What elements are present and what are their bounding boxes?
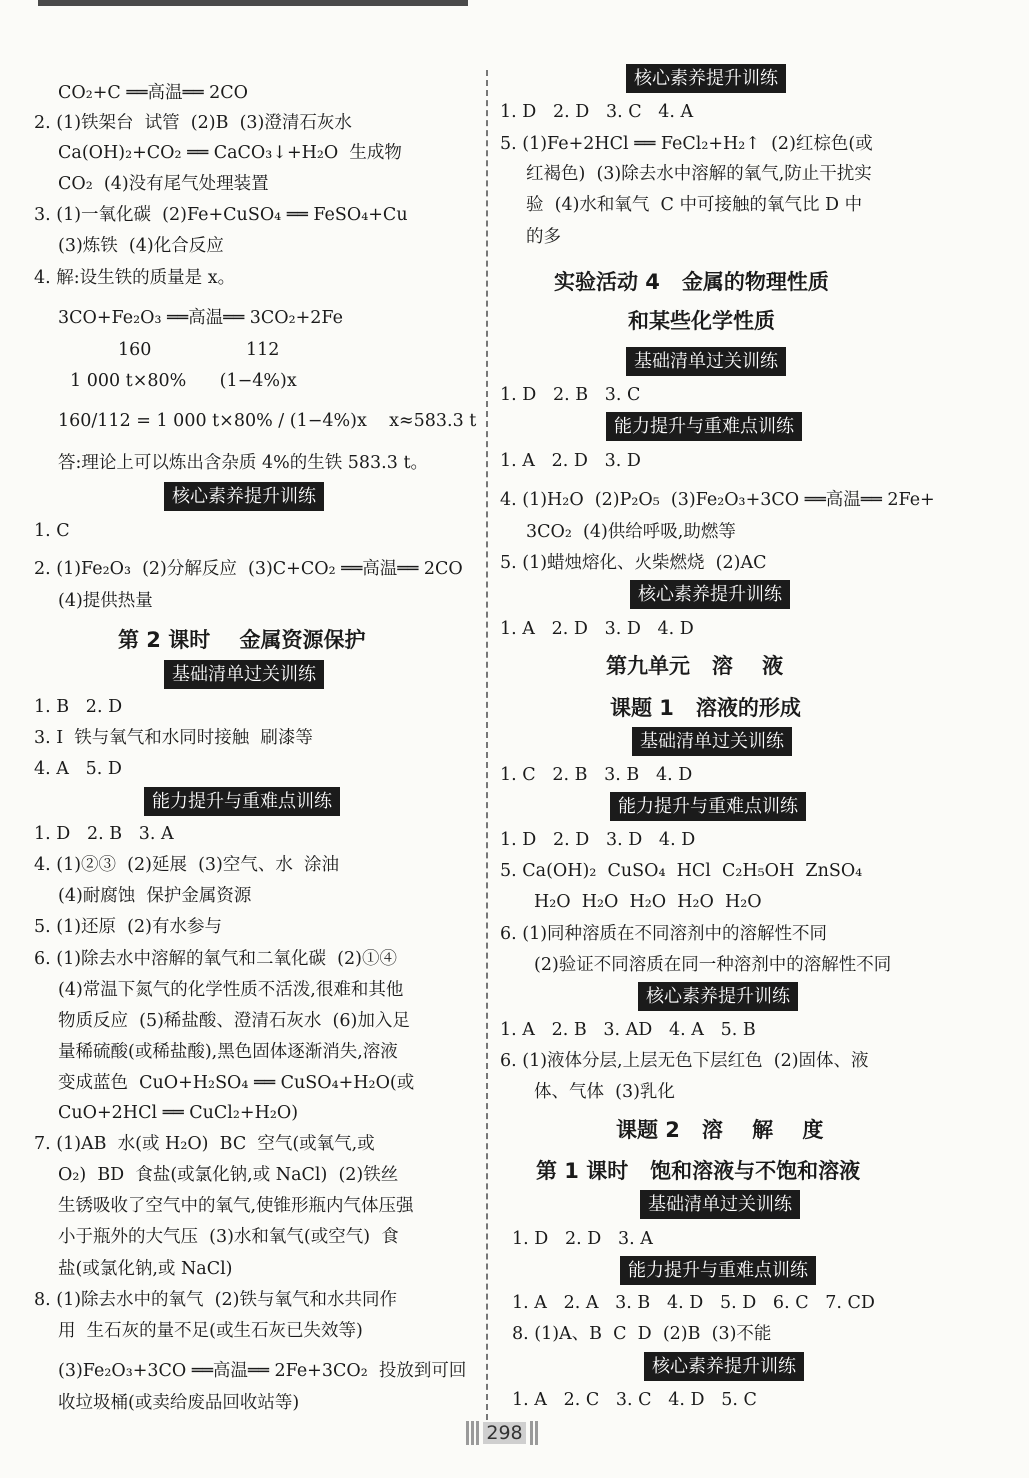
answer-line: CO₂ (4)没有尾气处理装置 (58, 174, 269, 194)
answer-line: 2. (1)Fe₂O₃ (2)分解反应 (3)C+CO₂ ══高温══ 2CO (34, 559, 463, 579)
answer-line: H₂O H₂O H₂O H₂O H₂O (534, 892, 762, 912)
section-heading: 第 1 课时 饱和溶液与不饱和溶液 (536, 1159, 861, 1183)
answer-line: 生锈吸收了空气中的氧气,使锥形瓶内气体压强 (58, 1196, 414, 1216)
answer-line: CuO+2HCl ══ CuCl₂+H₂O) (58, 1103, 299, 1123)
answer-line: 1. A 2. C 3. C 4. D 5. C (512, 1390, 757, 1410)
answer-line: 4. A 5. D (34, 759, 122, 779)
answer-line: 2. (1)铁架台 试管 (2)B (3)澄清石灰水 (34, 113, 352, 133)
right-column (500, 0, 960, 1478)
answer-line: 1. C (34, 521, 70, 541)
page-number-footer (462, 1418, 542, 1448)
answer-line: 红褐色) (3)除去水中溶解的氧气,防止干扰实 (526, 164, 872, 184)
answer-line: (3)Fe₂O₃+3CO ══高温══ 2Fe+3CO₂ 投放到可回 (58, 1361, 467, 1381)
answer-line: 的多 (526, 227, 561, 247)
section-banner: 能力提升与重难点训练 (622, 1258, 814, 1283)
answer-line: 1. D 2. D 3. D 4. D (500, 830, 696, 850)
answer-line: 量稀硫酸(或稀盐酸),黑色固体逐渐消失,溶液 (58, 1042, 398, 1062)
left-column (30, 0, 490, 1478)
section-banner: 能力提升与重难点训练 (612, 794, 804, 819)
section-banner: 核心素养提升训练 (166, 484, 322, 509)
answer-line: 3. Ⅰ 铁与氧气和水同时接触 刷漆等 (34, 728, 313, 748)
answer-line: 8. (1)A、B C D (2)B (3)不能 (512, 1324, 772, 1344)
answer-line: 1. D 2. D 3. A (512, 1229, 653, 1249)
answer-line: 1. C 2. B 3. B 4. D (500, 765, 693, 785)
answer-line: 4. (1)H₂O (2)P₂O₅ (3)Fe₂O₃+3CO ══高温══ 2Fe+ (500, 490, 935, 510)
section-heading: 课题 2 溶 解 度 (616, 1118, 824, 1142)
answer-line: O₂) BD 食盐(或氯化钠,或 NaCl) (2)铁丝 (58, 1165, 399, 1185)
section-heading: 第九单元 溶 液 (606, 654, 784, 678)
page-number: 298 (483, 1422, 525, 1444)
answer-line: 验 (4)水和氧气 C 中可接触的氧气比 D 中 (526, 195, 863, 215)
answer-line: 6. (1)液体分层,上层无色下层红色 (2)固体、液 (500, 1051, 869, 1071)
section-banner: 基础清单过关训练 (628, 349, 784, 374)
answer-line: 1. A 2. A 3. B 4. D 5. D 6. C 7. CD (512, 1293, 875, 1313)
answer-line: 体、气体 (3)乳化 (534, 1082, 675, 1102)
answer-line: 6. (1)除去水中溶解的氧气和二氧化碳 (2)①④ (34, 949, 397, 969)
page-bars-right-icon (530, 1421, 538, 1445)
answer-line: 盐(或氯化钠,或 NaCl) (58, 1259, 233, 1279)
answer-line: 7. (1)AB 水(或 H₂O) BC 空气(或氧气,或 (34, 1134, 375, 1154)
section-heading: 和某些化学性质 (628, 309, 775, 333)
answer-line: 用 生石灰的量不足(或生石灰已失效等) (58, 1321, 363, 1341)
answer-line: 1. A 2. B 3. AD 4. A 5. B (500, 1020, 756, 1040)
answer-line: 小于瓶外的大气压 (3)水和氧气(或空气) 食 (58, 1227, 399, 1247)
section-banner: 核心素养提升训练 (640, 984, 796, 1009)
section-heading: 实验活动 4 金属的物理性质 (554, 270, 829, 294)
answer-line: 1. D 2. B 3. A (34, 824, 174, 844)
answer-line: CO₂+C ══高温══ 2CO (58, 83, 248, 103)
answer-line: 5. (1)Fe+2HCl ══ FeCl₂+H₂↑ (2)红棕色(或 (500, 134, 873, 154)
section-heading: 第 2 课时 金属资源保护 (118, 628, 366, 652)
answer-line: 160/112 = 1 000 t×80% / (1−4%)x x≈583.3 t (58, 411, 477, 431)
answer-line: (4)常温下氮气的化学性质不活泼,很难和其他 (58, 980, 404, 1000)
page-bars-left-icon (466, 1421, 479, 1445)
answer-line: (4)耐腐蚀 保护金属资源 (58, 886, 252, 906)
answer-line: 6. (1)同种溶质在不同溶剂中的溶解性不同 (500, 924, 828, 944)
answer-line: 5. (1)还原 (2)有水参与 (34, 917, 222, 937)
answer-line: Ca(OH)₂+CO₂ ══ CaCO₃↓+H₂O 生成物 (58, 143, 402, 163)
answer-line: 物质反应 (5)稀盐酸、澄清石灰水 (6)加入足 (58, 1011, 410, 1031)
answer-line: 答:理论上可以炼出含杂质 4%的生铁 583.3 t。 (58, 453, 428, 473)
answer-line: 收垃圾桶(或卖给废品回收站等) (58, 1393, 300, 1413)
answer-line: 变成蓝色 CuO+H₂SO₄ ══ CuSO₄+H₂O(或 (58, 1073, 415, 1093)
section-banner: 基础清单过关训练 (642, 1192, 798, 1217)
answer-line: (4)提供热量 (58, 591, 153, 611)
answer-line: 160 112 (118, 340, 280, 360)
section-banner: 核心素养提升训练 (628, 66, 784, 91)
answer-line: (2)验证不同溶质在同一种溶剂中的溶解性不同 (534, 955, 892, 975)
answer-line: 4. 解:设生铁的质量是 x。 (34, 268, 236, 288)
answer-line: 1. D 2. B 3. C (500, 385, 641, 405)
answer-line: 4. (1)②③ (2)延展 (3)空气、水 涂油 (34, 855, 340, 875)
answer-line: 1 000 t×80% (1−4%)x (70, 371, 297, 391)
section-banner: 能力提升与重难点训练 (146, 789, 338, 814)
section-banner: 基础清单过关训练 (634, 729, 790, 754)
answer-line: 5. Ca(OH)₂ CuSO₄ HCl C₂H₅OH ZnSO₄ (500, 861, 863, 881)
answer-line: 5. (1)蜡烛熔化、火柴燃烧 (2)AC (500, 553, 767, 573)
answer-line: 8. (1)除去水中的氧气 (2)铁与氧气和水共同作 (34, 1290, 397, 1310)
answer-line: (3)炼铁 (4)化合反应 (58, 236, 224, 256)
answer-line: 1. D 2. D 3. C 4. A (500, 102, 694, 122)
answer-line: 1. A 2. D 3. D (500, 451, 641, 471)
answer-line: 3. (1)一氧化碳 (2)Fe+CuSO₄ ══ FeSO₄+Cu (34, 205, 408, 225)
answer-line: 3CO+Fe₂O₃ ══高温══ 3CO₂+2Fe (58, 308, 343, 328)
answer-line: 1. B 2. D (34, 697, 123, 717)
section-banner: 基础清单过关训练 (166, 662, 322, 687)
section-banner: 核心素养提升训练 (632, 582, 788, 607)
section-banner: 核心素养提升训练 (646, 1354, 802, 1379)
section-banner: 能力提升与重难点训练 (608, 414, 800, 439)
answer-line: 1. A 2. D 3. D 4. D (500, 619, 694, 639)
answer-line: 3CO₂ (4)供给呼吸,助燃等 (526, 522, 736, 542)
section-heading: 课题 1 溶液的形成 (610, 696, 801, 720)
